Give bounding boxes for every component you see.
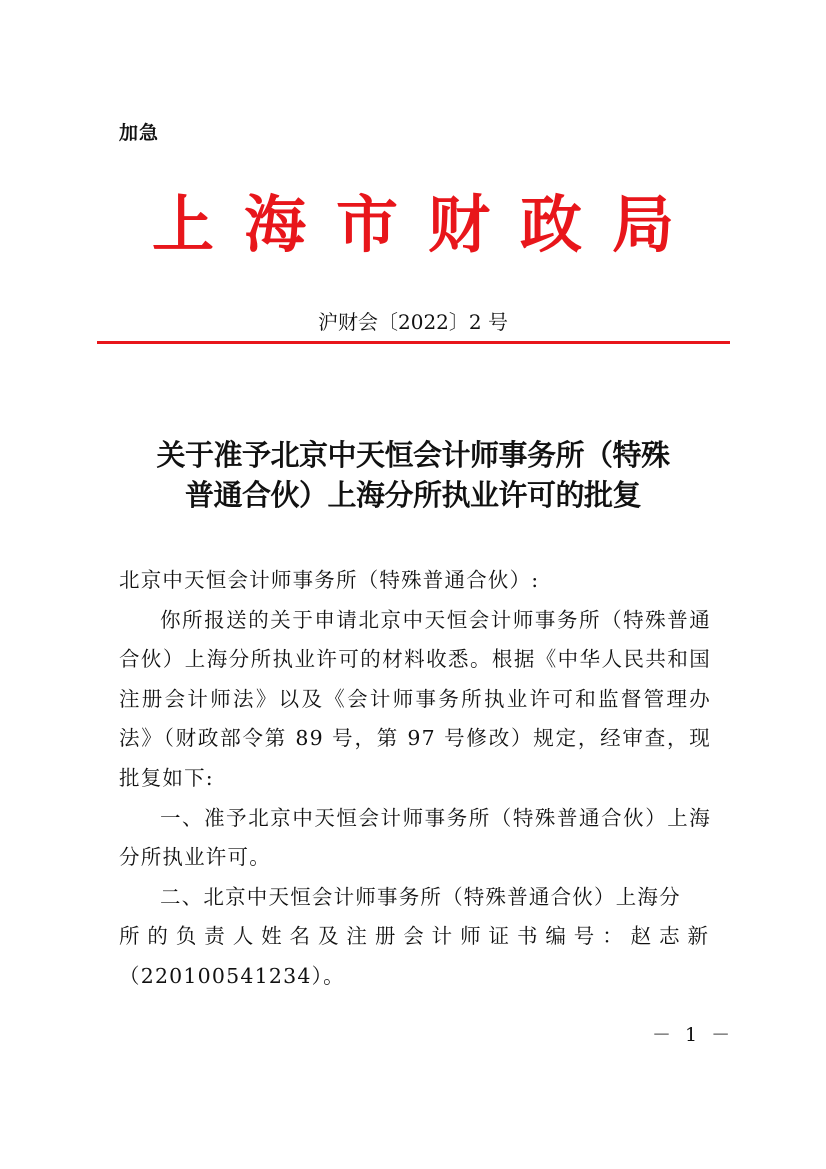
document-title-line-2: 普通合伙）上海分所执业许可的批复 xyxy=(184,478,641,512)
urgency-label: 加急 xyxy=(119,122,160,144)
item-2-line-a: 二、北京中天恒会计师事务所（特殊普通合伙）上海分 xyxy=(160,884,681,909)
page-number: － 1 － xyxy=(652,1024,735,1046)
document-number: 沪财会〔2022〕2 号 xyxy=(318,310,508,334)
item-2-line-c: （220100541234）。 xyxy=(119,963,345,988)
document-title-line-1: 关于准予北京中天恒会计师事务所（特殊 xyxy=(156,438,670,472)
document-title xyxy=(100,435,726,515)
item-2-line-b: 所的负责人姓名及注册会计师证书编号：赵志新 xyxy=(119,924,711,949)
item-1: 一、准予北京中天恒会计师事务所（特殊普通合伙）上海分所执业许可。 xyxy=(119,805,711,870)
red-divider-line xyxy=(97,341,730,344)
salutation: 北京中天恒会计师事务所（特殊普通合伙）: xyxy=(119,568,540,592)
issuing-authority-title: 上海市财政局 xyxy=(151,188,704,261)
paragraph-1: 你所报送的关于申请北京中天恒会计师事务所（特殊普通合伙）上海分所执业许可的材料收悉。根据《中华人民共和国注册会计师法》以及《会计师事务所执业许可和监督管理办法》（财政部令第 89 号，第 97 号修改）规定，经审查，现批复如下: xyxy=(119,607,711,790)
document-body xyxy=(119,561,711,997)
